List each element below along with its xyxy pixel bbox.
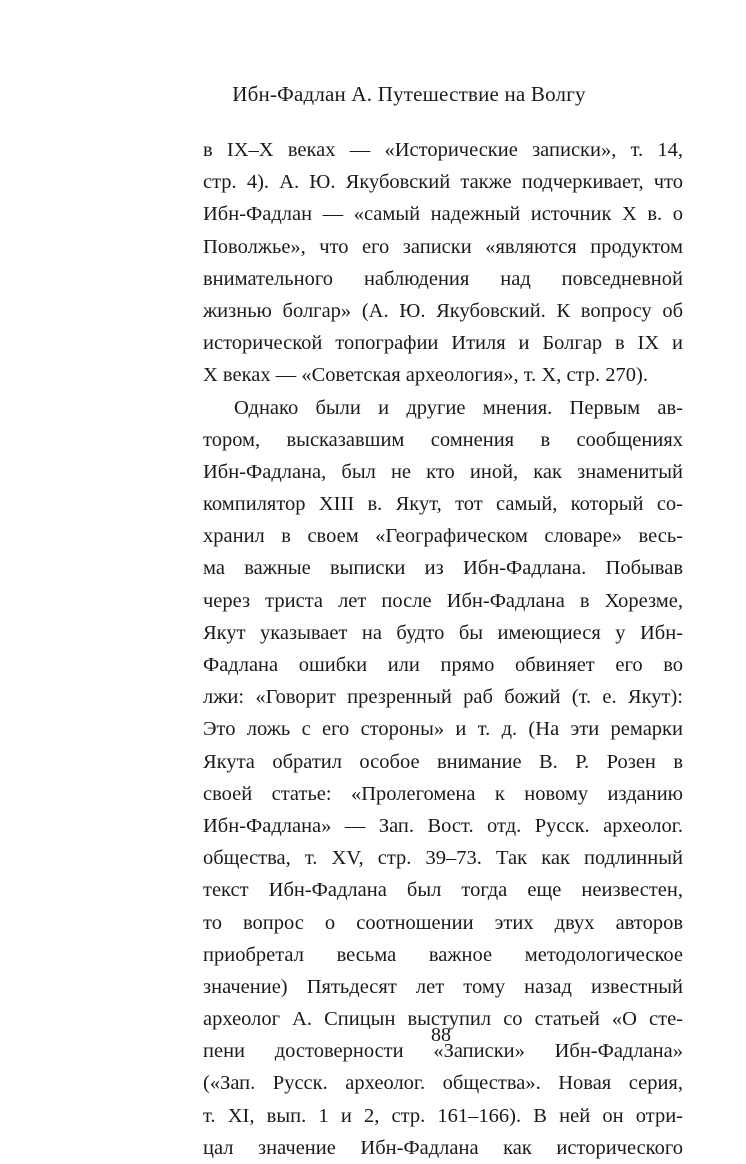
text-line: Фадлана ошибки или прямо обвиняет его во	[203, 654, 683, 676]
text-line: значение) Пятьдесят лет тому назад известный	[203, 975, 683, 998]
text-line: в IX–X веках — «Исторические записки», т. 14,	[203, 139, 683, 161]
text-line-paragraph-end: X веках — «Советская археология», т. X, стр. 270).	[203, 364, 648, 387]
text-line: тором, высказавшим сомнения в сообщениях	[203, 428, 683, 451]
text-line: жизнью болгар» (А. Ю. Якубовский. К вопросу об	[203, 299, 683, 322]
text-line: археолог А. Спицын выступил со статьей «О сте-	[203, 1008, 683, 1031]
body-text	[203, 134, 683, 1164]
text-line: компилятор XIII в. Якут, тот самый, который со-	[203, 493, 683, 516]
text-line: Ибн-Фадлана, был не кто иной, как знаменитый	[203, 460, 683, 483]
text-line: ма важные выписки из Ибн-Фадлана. Побывав	[203, 557, 683, 580]
text-line: исторической топографии Итиля и Болгар в IX и	[203, 332, 683, 355]
text-line: Поволжье», что его записки «являются продуктом	[203, 235, 683, 258]
text-line: общества, т. XV, стр. 39–73. Так как подлинный	[203, 847, 683, 870]
text-line: то вопрос о соотношении этих двух авторов	[203, 911, 683, 934]
text-line: через триста лет после Ибн-Фадлана в Хорезме,	[203, 589, 683, 612]
text-line: стр. 4). А. Ю. Якубовский также подчеркивает, что	[203, 171, 683, 194]
text-line: Якута обратил особое внимание В. Р. Розен в	[203, 750, 683, 773]
text-line: внимательного наблюдения над повседневной	[203, 267, 683, 290]
text-line: Якут указывает на будто бы имеющиеся у Ибн-	[203, 621, 683, 644]
text-line: цал значение Ибн-Фадлана как исторического	[203, 1136, 683, 1159]
text-line: текст Ибн-Фадлана был тогда еще неизвестен,	[203, 879, 683, 902]
text-line: хранил в своем «Географическом словаре» весь-	[203, 525, 683, 548]
text-line: Ибн-Фадлана» — Зап. Вост. отд. Русск. археолог.	[203, 814, 683, 837]
text-line: т. XI, вып. 1 и 2, стр. 161–166). В ней он отри-	[203, 1104, 683, 1127]
text-line-paragraph-start: Однако были и другие мнения. Первым ав-	[234, 396, 683, 419]
text-line: лжи: «Говорит презренный раб божий (т. е. Якут):	[203, 686, 683, 709]
text-line: («Зап. Русск. археолог. общества». Новая серия,	[203, 1072, 683, 1095]
text-line: Это ложь с его стороны» и т. д. (На эти ремарки	[203, 718, 683, 741]
running-header: Ибн-Фадлан А. Путешествие на Волгу	[232, 82, 586, 106]
text-line: Ибн-Фадлан — «самый надежный источник X в. о	[203, 203, 683, 226]
text-line: приобретал весьма важное методологическое	[203, 943, 683, 966]
text-line: своей статье: «Пролегомена к новому изданию	[203, 782, 683, 805]
text-line: пени достоверности «Записки» Ибн-Фадлана»	[203, 1040, 683, 1063]
page-number: 88	[431, 1024, 451, 1046]
